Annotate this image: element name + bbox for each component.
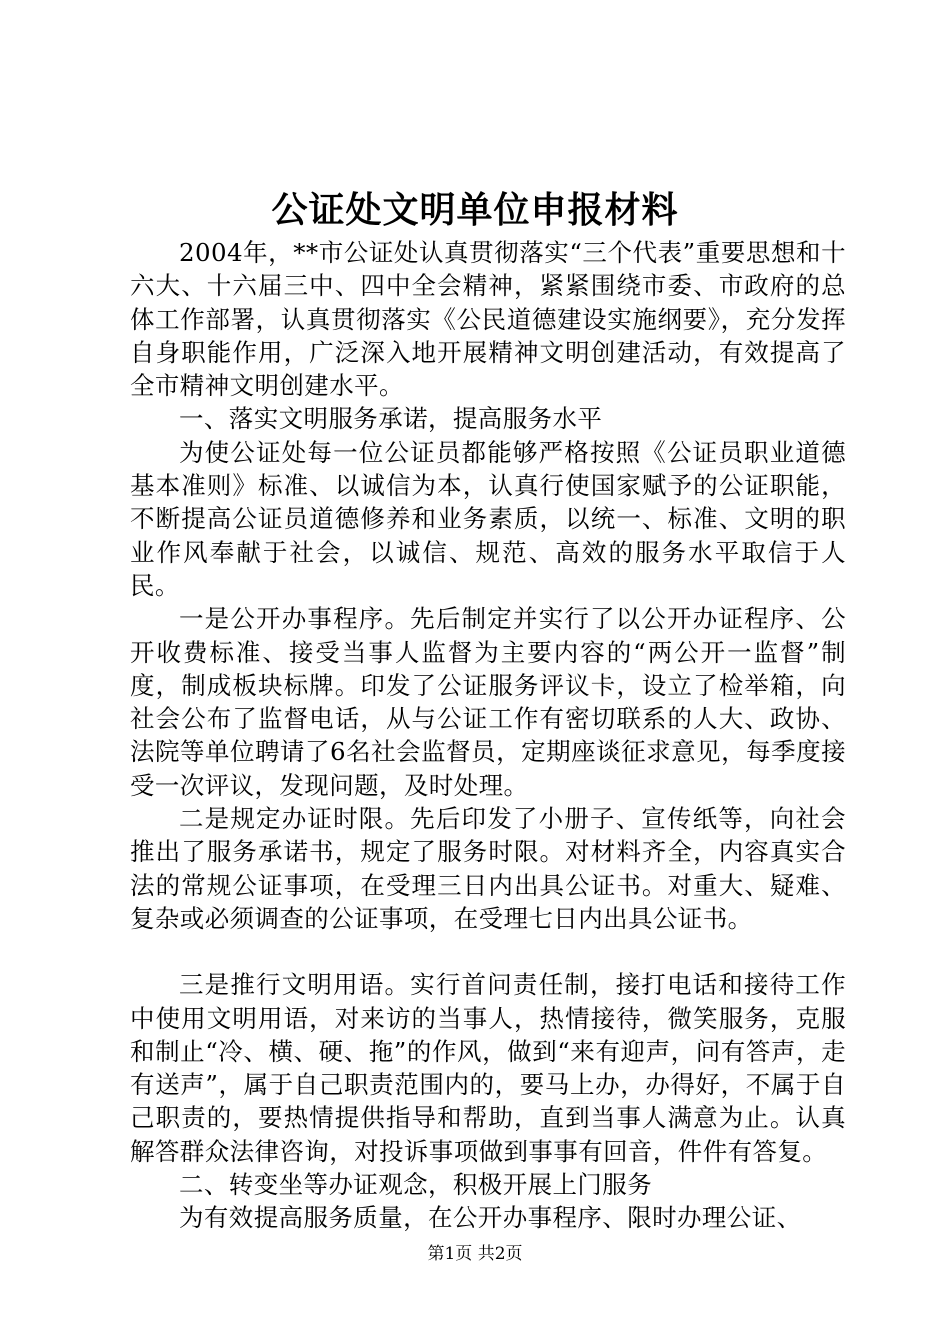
paragraph-section-1-intro: 为使公证处每一位公证员都能够严格按照《公证员职业道德基本准则》标准、以诚信为本，认真行使国家赋予的公证职能，不断提高公证员道德修养和业务素质，以统一、标准、文明的职业作风奉献于社会，以诚信、规范、高效的服务水平取信于人民。 <box>130 437 846 600</box>
paragraph-intro: 2004年，**市公证处认真贯彻落实“三个代表”重要思想和十六大、十六届三中、四中全会精神，紧紧围绕市委、市政府的总体工作部署，认真贯彻落实《公民道德建设实施纲要》，充分发挥自身职能作用，广泛深入地开展精神文明创建活动，有效提高了全市精神文明创建水平。 <box>130 238 846 401</box>
section-heading-1: 一、落实文明服务承诺，提高服务水平 <box>179 404 603 434</box>
paragraph-section-2-intro: 为有效提高服务质量，在公开办事程序、限时办理公证、 <box>179 1203 802 1233</box>
paragraph-civil-language: 三是推行文明用语。实行首问责任制，接打电话和接待工作中使用文明用语，对来访的当事人，热情接待，微笑服务，克服和制止“冷、横、硬、拖”的作风，做到“来有迎声，问有答声，走有送声”，属于自己职责范围内的，要马上办，办得好，不属于自己职责的，要热情提供指导和帮助，直到当事人满意为止。认真解答群众法律咨询，对投诉事项做到事事有回音，件件有答复。 <box>130 970 846 1166</box>
section-heading-2: 二、转变坐等办证观念，积极开展上门服务 <box>179 1170 653 1200</box>
paragraph-time-limits: 二是规定办证时限。先后印发了小册子、宣传纸等，向社会推出了服务承诺书，规定了服务时限。对材料齐全，内容真实合法的常规公证事项，在受理三日内出具公证书。对重大、疑难、复杂或必须调查的公证事项，在受理七日内出具公证书。 <box>130 804 846 933</box>
paragraph-gap <box>130 935 846 968</box>
document-body <box>130 236 846 1235</box>
paragraph-public-procedures: 一是公开办事程序。先后制定并实行了以公开办证程序、公开收费标准、接受当事人监督为主要内容的“两公开一监督”制度，制成板块标牌。印发了公证服务评议卡，设立了检举箱，向社会公布了监督电话，从与公证工作有密切联系的人大、政协、法院等单位聘请了6名社会监督员，定期座谈征求意见，每季度接受一次评议，发现问题，及时处理。 <box>130 604 846 800</box>
document-title: 公证处文明单位申报材料 <box>271 189 679 231</box>
page-footer: 第1页 共2页 <box>427 1244 523 1264</box>
